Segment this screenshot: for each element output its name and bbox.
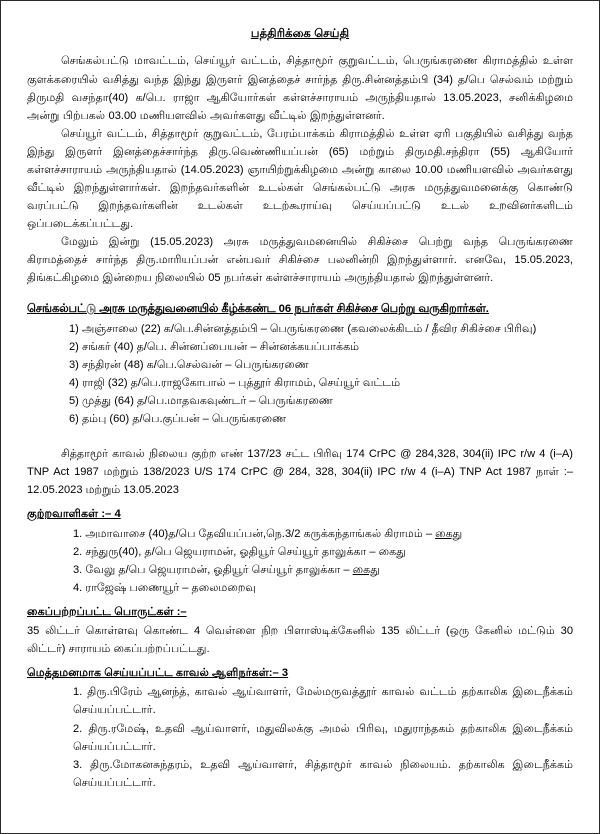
list-item: 6) தம்பு (60) த/பெ.குப்பன் – பெருங்கரணை: [69, 413, 287, 426]
page-title: பத்திரிக்கை செய்தி: [250, 28, 350, 40]
status-badge: தலைமறைவு: [191, 581, 257, 594]
list-item: 1. திரு.பிரேம் ஆனந்த், காவல் ஆய்வாளர், மேல்மருவத்தூர் காவல் வட்டம் தற்காலிக இடைநீக்கம் செய்யப்பட்டார்.: [73, 686, 573, 717]
accused-detail: 4. ராஜேஷ் பணையூர் –: [73, 581, 192, 594]
table-row: [73, 561, 573, 579]
suspended-officers-list: [27, 683, 573, 791]
seized-goods-heading: கைப்பற்றப்பட்ட பொருட்கள் :–: [27, 605, 187, 618]
suspended-officers-heading: மெத்தமனமாக செய்யப்பட்ட காவல் ஆளிநர்கள்:– 3: [27, 667, 289, 680]
status-badge: கைது: [352, 563, 380, 576]
treatment-patient-list: [27, 320, 573, 428]
table-row: [73, 543, 573, 561]
paragraph-3: மேலும் இன்று (15.05.2023) அரசு மருத்துவமனையில் சிகிச்சை பெற்று வந்த பெருங்கரணை கிராமத்தைச் சார்ந்த திரு.மாரியப்பன் என்பவர் சிகிச்சை பலனின்றி இறந்துள்ளார். எனவே, 15.05.2023, திங்கட்கிழமை இன்றைய நிலையில் 05 நபர்கள் கள்ளச்சாராயம் அருந்தியதால் இறந்துள்ளனர்.: [27, 236, 573, 285]
spacer: [27, 428, 573, 445]
accused-list: [27, 525, 573, 597]
table-row: [73, 525, 573, 543]
status-badge: கைது: [378, 545, 406, 558]
list-item: 2) சங்கர் (40) த/பெ. சின்னப்பையன் – சின்னக்கயப்பாக்கம்: [69, 340, 360, 353]
paragraph-2: செய்யூர் வட்டம், சித்தாமூர் குறுவட்டம், பேரம்பாக்கம் கிராமத்தில் உள்ள ஏரி பகுதியில் வசித்து வந்த இந்து இருளர் இனத்தைச்சார்ந்த திரு.வெண்ணியப்பன் (65) மற்றும் திருமதி.சந்திரா (55) ஆகியோர் கள்ளச்சாராயம் அருந்தியதால் (14.05.2023) ஞாயிற்றுக்கிழமை அன்று காலை 10.00 மணியளவில் அவர்களது வீட்டில் இறந்துள்ளார்கள். இறந்தவர்களின் உடல்கள் செங்கல்பட்டு அரசு மருத்துவமனைக்கு கொண்டு வரப்பட்டு இறந்தவர்களின் உடல்கள் உடற்கூராய்வு செய்யப்பட்டு உடல் உறவினர்களிடம் ஒப்படைக்கப்பட்டது.: [27, 127, 573, 231]
list-item: 3) சந்திரன் (48) க/பெ.செல்வன் – பெருங்கரணை: [69, 358, 309, 371]
case-details-paragraph: சித்தாமூர் காவல் நிலைய குற்ற எண் 137/23 சட்ட பிரிவு 174 CrPC @ 284,328, 304(ii) IPC r/w 4 (i–A) TNP Act 1987 மற்றும் 138/2023 U/S 174 CrPC @ 284, 328, 304(ii) IPC r/w 4 (i–A) TNP Act 1987 நாள் :– 12.05.2023 மற்றும் 13.05.2023: [27, 448, 573, 497]
accused-detail: 1. அமாவாசை (40)த/பெ தேவியப்பன்,நெ.3/2 கருக்கந்தாங்கல் கிராமம் –: [73, 527, 436, 540]
accused-detail: 2. சந்துரு(40), த/பெ ஜெயராமன், ஓதியூர் செய்யூர் தாலுக்கா –: [73, 545, 379, 558]
list-item: 2. திரு.ரமேஷ், உதவி ஆய்வாளர், மதுவிலக்கு அமல் பிரிவு, மதுராந்தகம் தற்காலிக இடைநீக்கம் செய்யப்பட்டார்.: [73, 722, 573, 753]
list-item: 5) முத்து (64) த/பெ.மாதவகவுண்டர் – பெருங்கரணை: [69, 395, 333, 408]
treatment-section-heading: செங்கல்பட்டு அரசு மருத்துவனையில் கீழ்க்கண்ட 06 நபர்கள் சிகிச்சை பெற்று வருகிறார்கள்.: [27, 303, 489, 316]
paragraph-1: செங்கல்பட்டு மாவட்டம், செய்யூர் வட்டம், சித்தாமூர் குறுவட்டம், பெருங்கரணை கிராமத்தில் உள்ள குளக்கரையில் வசித்து வந்த இந்து இருளர் இனத்தைச் சார்ந்த திரு.சின்னத்தம்பி (34) த/பெ செல்வம் மற்றும் திருமதி வசந்தா(40) க/பெ. ராஜா ஆகியோர்கள் கள்ளச்சாராயம் அருந்தியதால் 13.05.2023, சனிக்கிழமை அன்று பிற்பகல் 03.00 மணியளவில் அவர்களது வீட்டில் இறந்துள்ளனர்.: [27, 55, 573, 122]
list-item: 1) அஞ்சாலை (22) க/பெ.சின்னத்தம்பி – பெருங்கரணை (கவலைக்கிடம் / தீவிர சிகிச்சை பிரிவு): [69, 322, 537, 335]
list-item: 4) ராஜி (32) த/பெ.ராஜகோபால் – புத்தூர் கிராமம், செய்யூர் வட்டம்: [69, 377, 401, 390]
status-badge: கைது: [435, 527, 463, 540]
seized-goods-text: 35 லிட்டர் கொள்ளவு கொண்ட 4 வெள்ளை நிற பிளாஸ்டிக்கேனில் 135 லிட்டர் (ஒரு கேனில் மட்டும் 30 லிட்டர்) சாராயம் கைப்பற்றப்பட்டது.: [27, 625, 573, 656]
table-row: [73, 579, 573, 597]
list-item: 3. திரு.மோகனசுந்தரம், உதவி ஆய்வாளர், சித்தாமூர் காவல் நிலையம். தற்காலிக இடைநீக்கம் செய்யப்பட்டார்.: [73, 758, 573, 789]
accused-section-heading: குற்றவாளிகள் :– 4: [27, 508, 121, 521]
accused-detail: 3. வேலு த/பெ ஜெயராமன், ஓதியூர் செய்யூர் தாலுக்கா –: [73, 563, 353, 576]
